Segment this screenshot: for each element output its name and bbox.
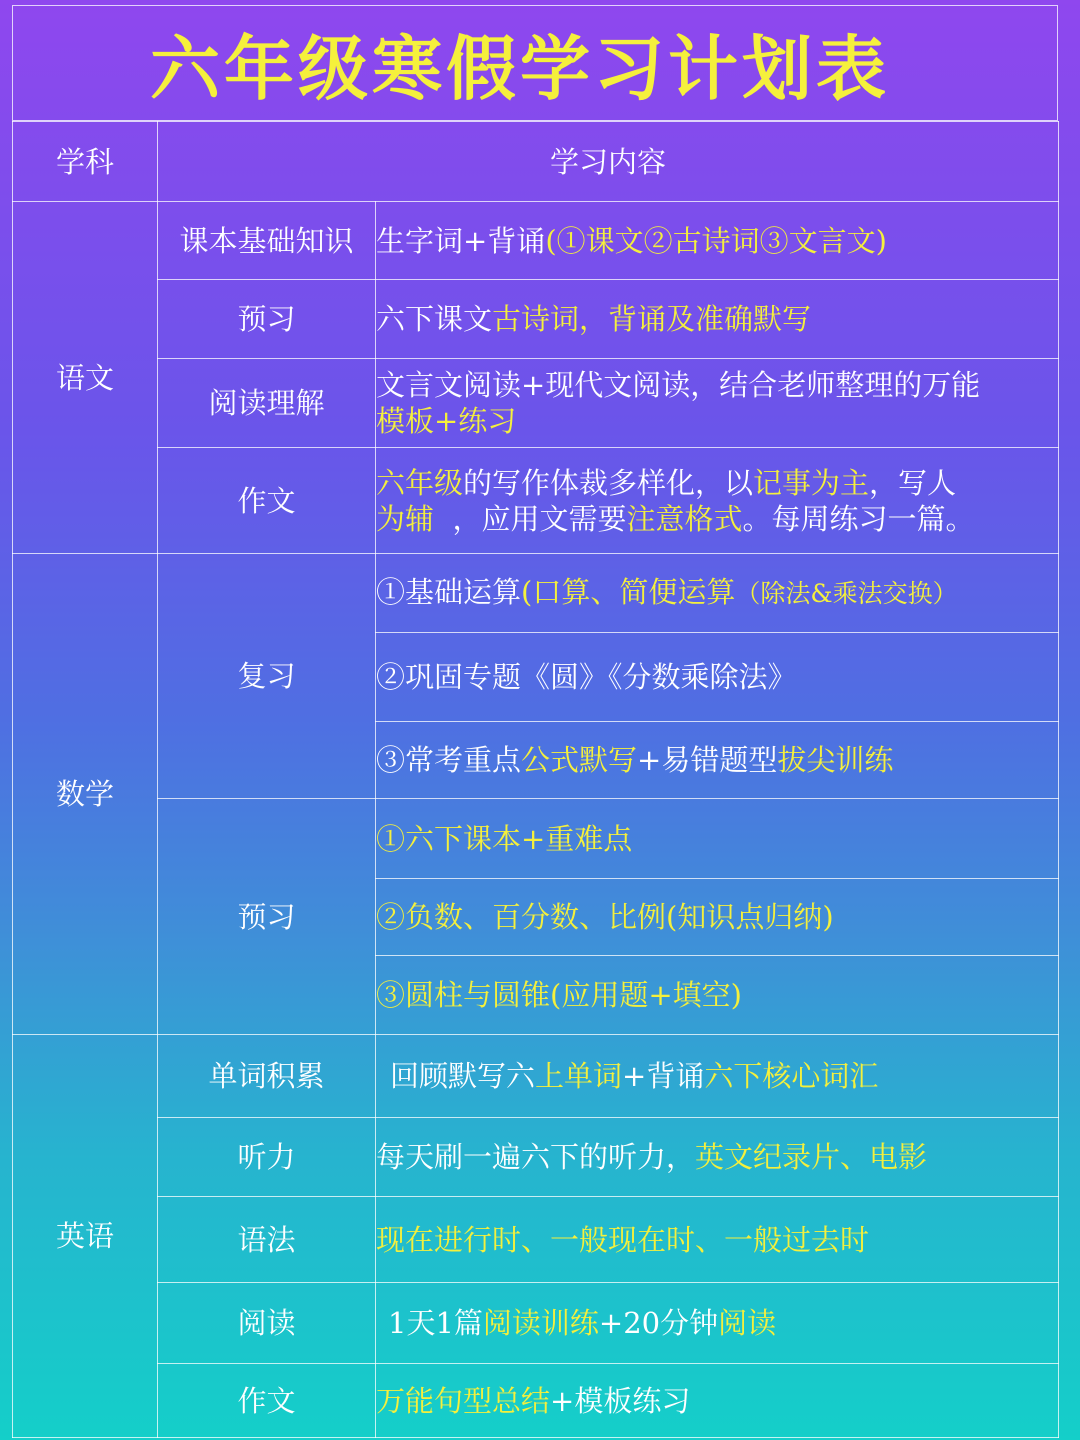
content-cell: 每天刷一遍六下的听力，英文纪录片、电影 [376, 1118, 1059, 1197]
table-row [13, 554, 1059, 633]
subject-math: 数学 [13, 554, 158, 1035]
category-cell: 单词积累 [158, 1035, 376, 1118]
table-row [13, 1283, 1059, 1364]
subject-english: 英语 [13, 1035, 158, 1438]
content-cell: ①基础运算(口算、简便运算（除法&乘法交换） [376, 554, 1059, 633]
category-cell: 阅读 [158, 1283, 376, 1364]
content-cell: ①六下课本+重难点 [376, 799, 1059, 879]
subject-chinese: 语文 [13, 202, 158, 554]
content-cell: 万能句型总结+模板练习 [376, 1364, 1059, 1438]
category-cell: 预习 [158, 799, 376, 1035]
content-cell: ③圆柱与圆锥(应用题+填空) [376, 956, 1059, 1035]
content-cell: 1天1篇阅读训练+20分钟阅读 [376, 1283, 1059, 1364]
table-row [13, 1364, 1059, 1438]
content-cell: ②巩固专题《圆》《分数乘除法》 [376, 633, 1059, 722]
table-row [13, 1118, 1059, 1197]
category-cell: 语法 [158, 1197, 376, 1283]
table-row [13, 448, 1059, 554]
study-plan-sheet [12, 5, 1058, 1437]
table-row [13, 1197, 1059, 1283]
table-row [13, 799, 1059, 879]
category-cell: 课本基础知识 [158, 202, 376, 280]
content-cell: 六下课文古诗词，背诵及准确默写 [376, 280, 1059, 359]
study-plan-table [12, 121, 1059, 1438]
content-cell: 现在进行时、一般现在时、一般过去时 [376, 1197, 1059, 1283]
table-row [13, 1035, 1059, 1118]
category-cell: 阅读理解 [158, 359, 376, 448]
header-subject: 学科 [13, 122, 158, 202]
category-cell: 作文 [158, 1364, 376, 1438]
page-title: 六年级寒假学习计划表 [12, 5, 1058, 121]
table-header-row [13, 122, 1059, 202]
content-cell: 回顾默写六上单词+背诵六下核心词汇 [376, 1035, 1059, 1118]
table-row [13, 359, 1059, 448]
header-content: 学习内容 [158, 122, 1059, 202]
category-cell: 听力 [158, 1118, 376, 1197]
table-row [13, 202, 1059, 280]
category-cell: 作文 [158, 448, 376, 554]
table-row [13, 280, 1059, 359]
category-cell: 预习 [158, 280, 376, 359]
content-cell: 生字词+背诵(①课文②古诗词③文言文) [376, 202, 1059, 280]
content-cell: ③常考重点公式默写+易错题型拔尖训练 [376, 722, 1059, 799]
content-cell: 文言文阅读+现代文阅读，结合老师整理的万能 模板+练习 [376, 359, 1059, 448]
content-cell: 六年级的写作体裁多样化，以记事为主，写人 为辅 ，应用文需要注意格式。每周练习一篇。 [376, 448, 1059, 554]
content-cell: ②负数、百分数、比例(知识点归纳) [376, 879, 1059, 956]
category-cell: 复习 [158, 554, 376, 799]
